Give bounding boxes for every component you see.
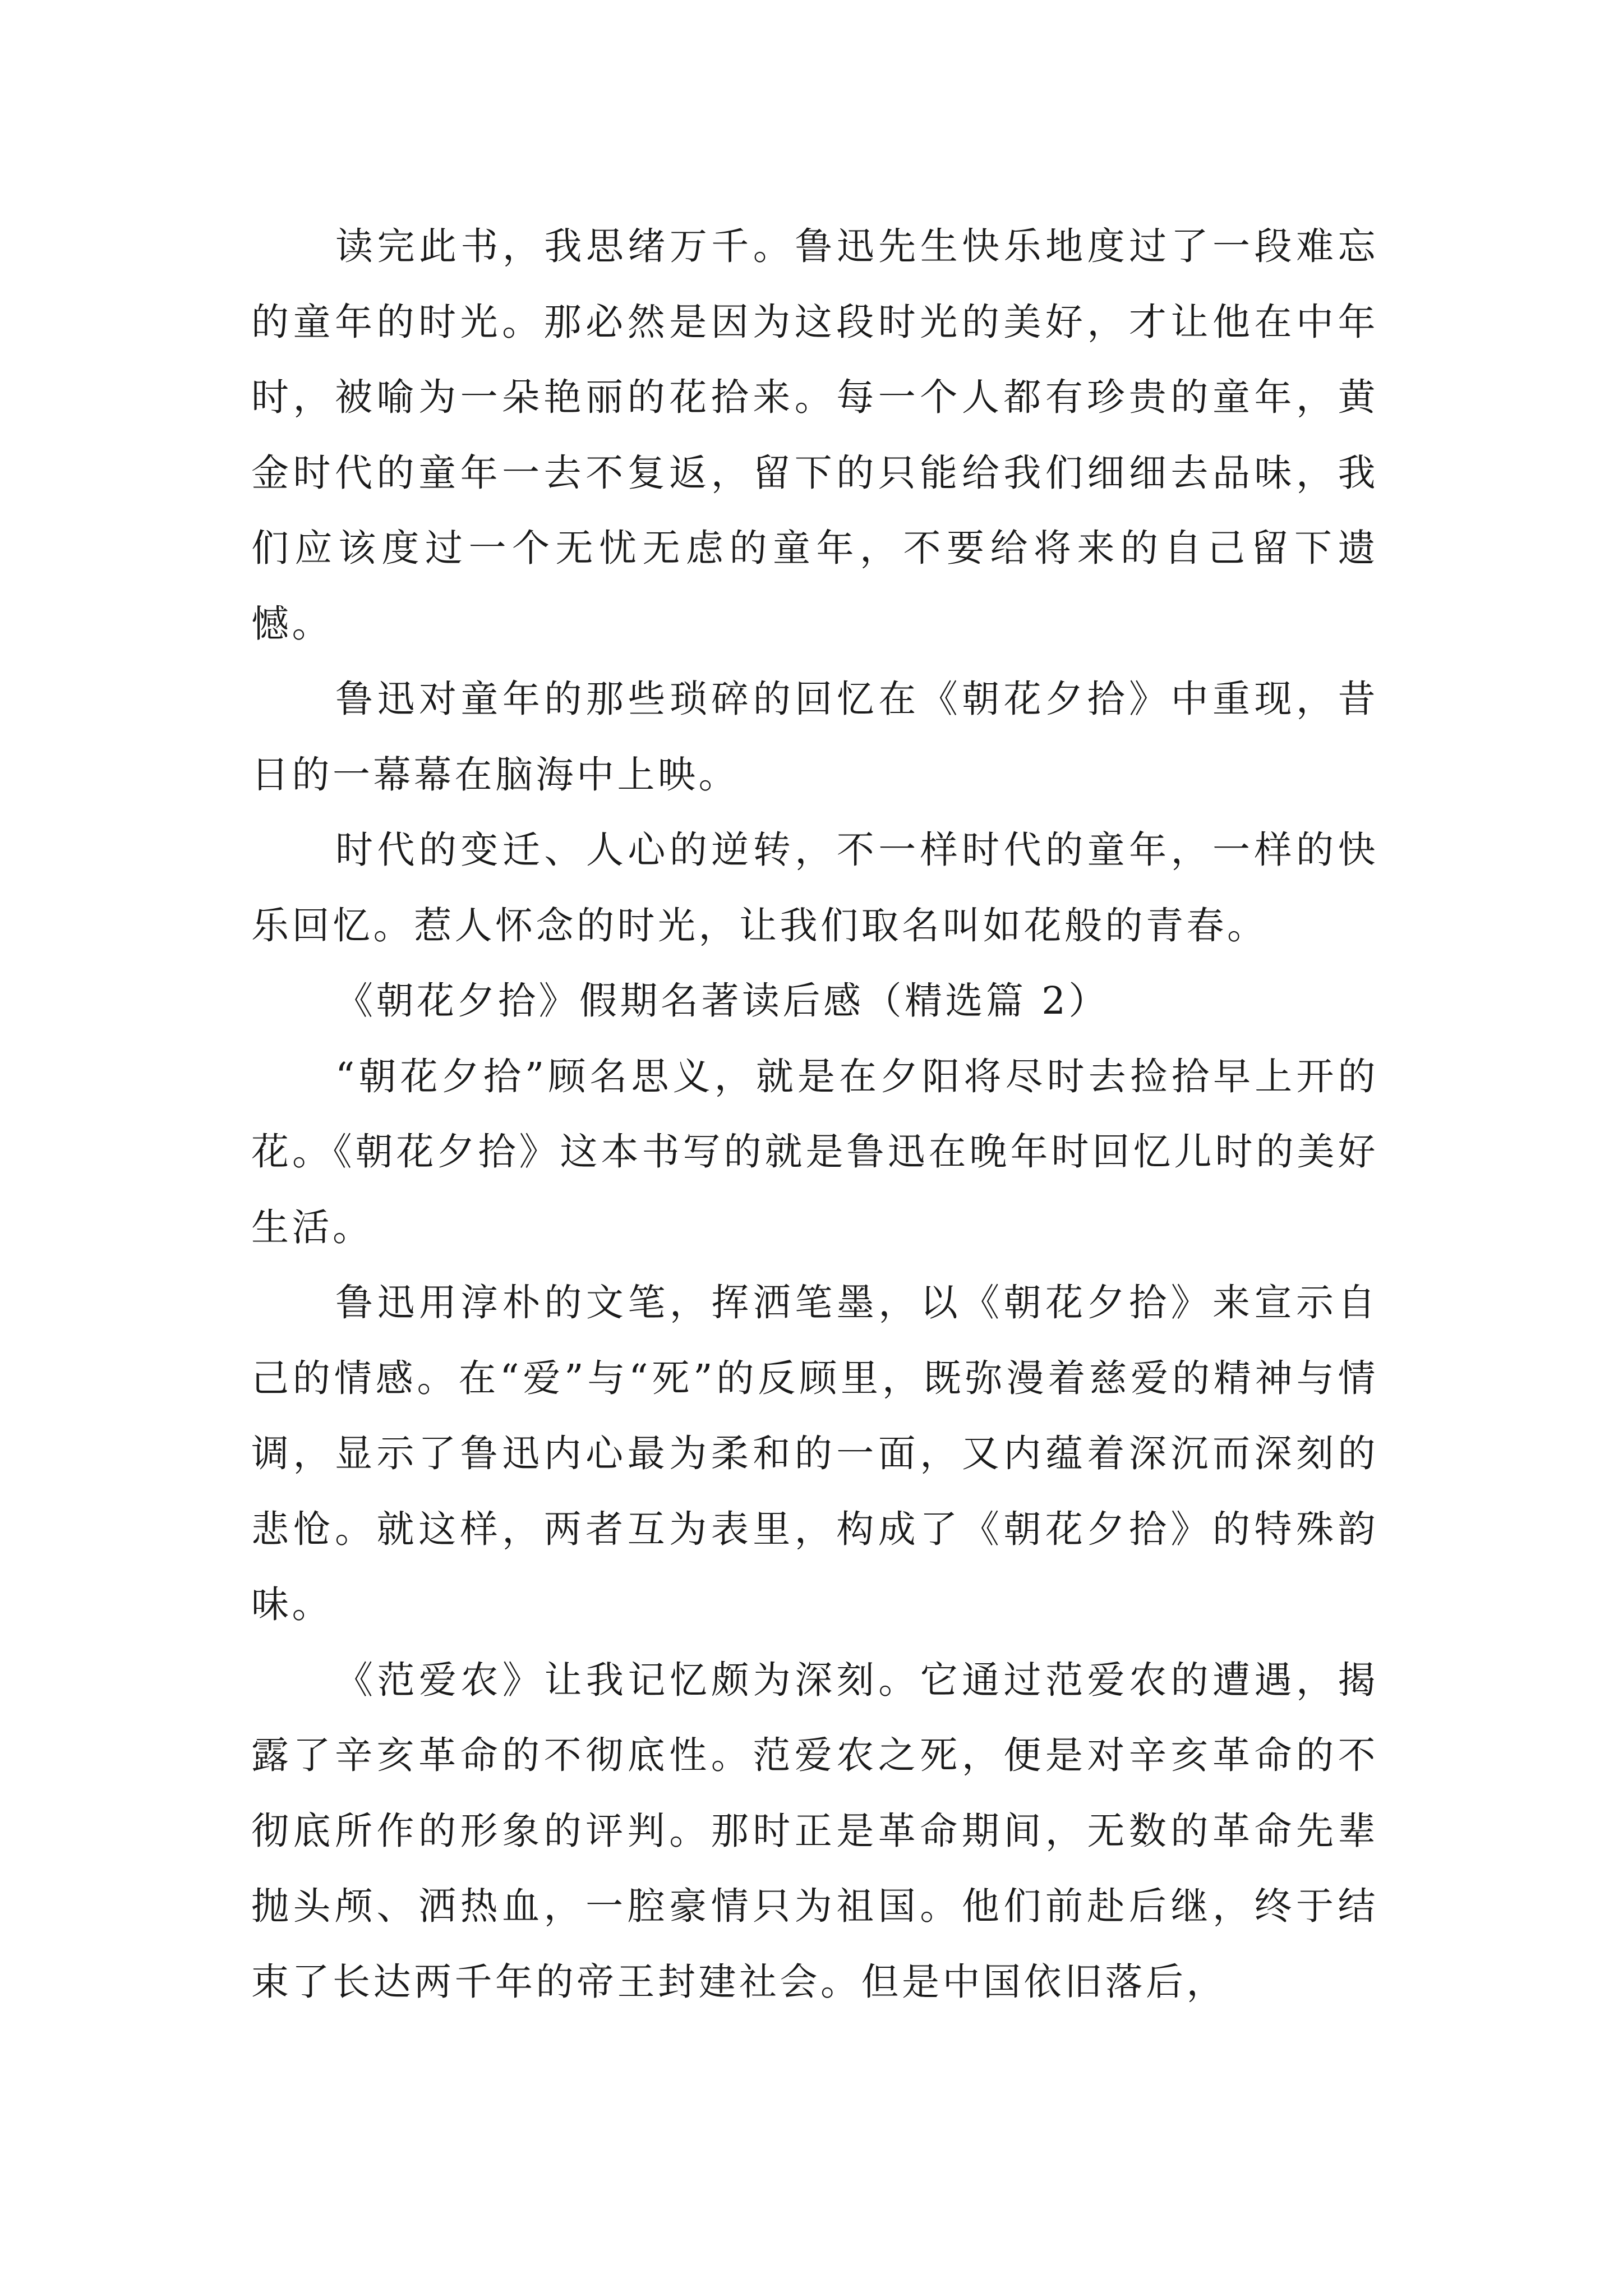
paragraph: 鲁迅用淳朴的文笔，挥洒笔墨，以《朝花夕拾》来宣示自己的情感。在“爱”与“死”的反顾里，既弥漫着慈爱的精神与情调，显示了鲁迅内心最为柔和的一面，又内蕴着深沉而深刻的悲怆。就这样，两者互为表里，构成了《朝花夕拾》的特殊韵味。 — [251, 1281, 1378, 1626]
paragraph: “朝花夕拾”顾名思义，就是在夕阳将尽时去捡拾早上开的花。《朝花夕拾》这本书写的就是鲁迅在晚年时回忆儿时的美好生活。 — [251, 1054, 1378, 1249]
paragraph: 鲁迅对童年的那些琐碎的回忆在《朝花夕拾》中重现，昔日的一幕幕在脑海中上映。 — [251, 677, 1378, 797]
paragraph: 读完此书，我思绪万千。鲁迅先生快乐地度过了一段难忘的童年的时光。那必然是因为这段时光的美好，才让他在中年时，被喻为一朵艳丽的花拾来。每一个人都有珍贵的童年，黄金时代的童年一去不复返，留下的只能给我们细细去品味，我们应该度过一个无忧无虑的童年，不要给将来的自己留下遗憾。 — [251, 224, 1378, 646]
essay-body — [251, 209, 1378, 2019]
section-title: 《朝花夕拾》假期名著读后感（精选篇 2） — [335, 979, 1109, 1023]
paragraph: 时代的变迁、人心的逆转，不一样时代的童年，一样的快乐回忆。惹人怀念的时光，让我们取名叫如花般的青春。 — [251, 828, 1378, 947]
paragraph: 《范爱农》让我记忆颇为深刻。它通过范爱农的遭遇，揭露了辛亥革命的不彻底性。范爱农之死，便是对辛亥革命的不彻底所作的形象的评判。那时正是革命期间，无数的革命先辈抛头颅、洒热血，一腔豪情只为祖国。他们前赴后继，终于结束了长达两千年的帝王封建社会。但是中国依旧落后， — [251, 1658, 1378, 2004]
